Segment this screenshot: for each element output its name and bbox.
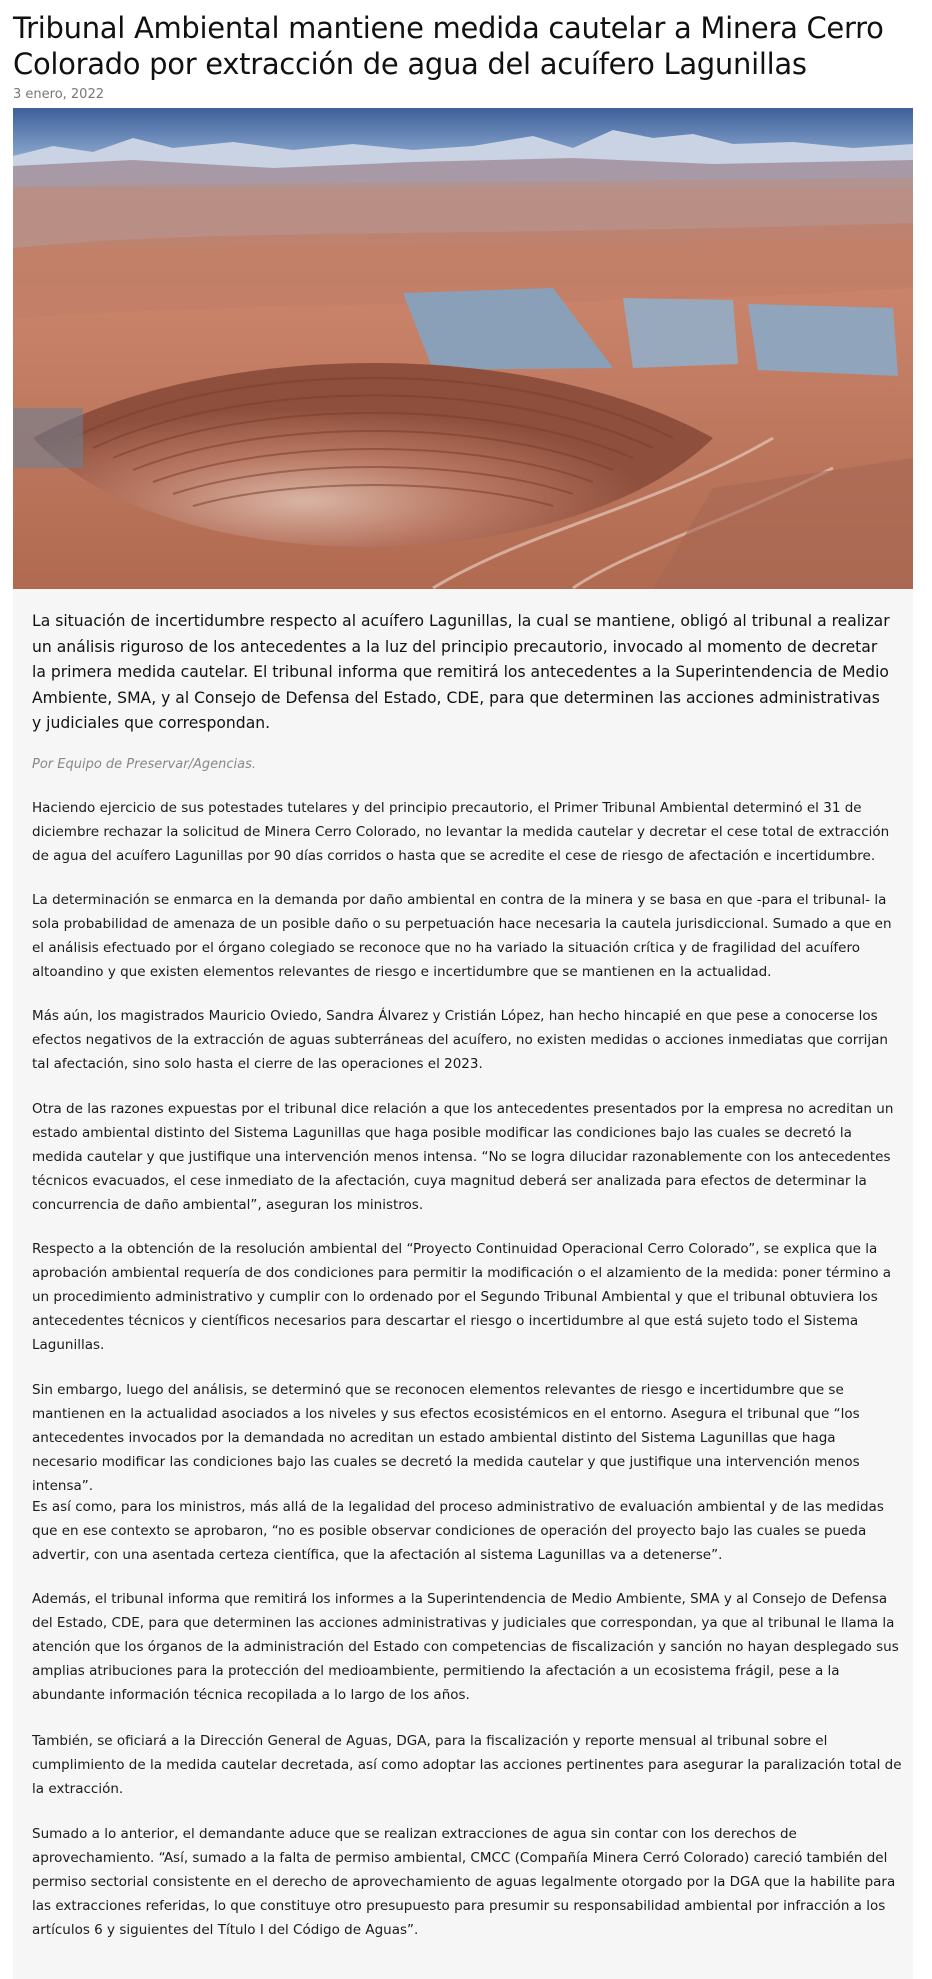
article-title: Tribunal Ambiental mantiene medida cautelar a Minera Cerro Colorado por extracción de agua del acuífero Lagunillas xyxy=(13,11,884,81)
hero-image-mine-landscape xyxy=(13,108,913,589)
article-paragraph: También, se oficiará a la Dirección General de Aguas, DGA, para la fiscalización y reporte mensual al tribunal sobre el cumplimiento de la medida cautelar decretada, así como adoptar las acciones pertinentes para asegurar la paralización total de la extracción. xyxy=(32,1733,902,1797)
article-paragraph: Otra de las razones expuestas por el tribunal dice relación a que los antecedentes presentados por la empresa no acreditan un estado ambiental distinto del Sistema Lagunillas que haga posible modificar las condiciones bajo las cuales se decretó la medida cautelar y que justifique una intervención menos intensa. “No se logra dilucidar razonablemente con los antecedentes técnicos evacuados, el cese inmediato de la afectación, cuya magnitud deberá ser analizada para efectos de determinar la concurrencia de daño ambiental”, aseguran los ministros. xyxy=(32,1101,894,1213)
article-byline: Por Equipo de Preservar/Agencias. xyxy=(32,757,257,772)
article-paragraph: Haciendo ejercicio de sus potestades tutelares y del principio precautorio, el Primer Tribunal Ambiental determinó el 31 de diciembre rechazar la solicitud de Minera Cerro Colorado, no levantar la medida cautelar y decretar el cese total de extracción de agua del acuífero Lagunillas por 90 días corridos o hasta que se acredite el cese de riesgo de afectación e incertidumbre. xyxy=(32,800,890,864)
article-paragraph: Además, el tribunal informa que remitirá los informes a la Superintendencia de Medio Ambiente, SMA y al Consejo de Defensa del Estado, CDE, para que determinen las acciones administrativas y judiciales que correspondan, ya que al tribunal le llama la atención que los órganos de la administración del Estado con competencias de fiscalización y sanción no hayan desplegado sus amplias atribuciones para la protección del medioambiente, permitiendo la afectación a un ecosistema frágil, pese a la abundante información técnica recopilada a lo largo de los años. xyxy=(32,1591,899,1703)
article-date: 3 enero, 2022 xyxy=(13,87,104,102)
article-paragraph: Sumado a lo anterior, el demandante aduce que se realizan extracciones de agua sin contar con los derechos de aprovechamiento. “Así, sumado a la falta de permiso ambiental, CMCC (Compañía Minera Cerró Colorado) careció también del permiso sectorial consistente en el derecho de aprovechamiento de aguas legalmente otorgado por la DGA que la habilite para las extracciones referidas, lo que constituye otro presupuesto para presumir su responsabilidad ambiental por infracción a los artículos 6 y siguientes del Título I del Código de Aguas”. xyxy=(32,1826,896,1938)
article-body xyxy=(13,589,913,1979)
article-paragraph: Respecto a la obtención de la resolución ambiental del “Proyecto Continuidad Operacional Cerro Colorado”, se explica que la aprobación ambiental requería de dos condiciones para permitir la modificación o el alzamiento de la medida: poner término a un procedimiento administrativo y cumplir con lo ordenado por el Segundo Tribunal Ambiental y que el tribunal obtuviera los antecedentes técnicos y científicos necesarios para descartar el riesgo o incertidumbre al que está sujeto todo el Sistema Lagunillas. xyxy=(32,1241,892,1353)
article-lead: La situación de incertidumbre respecto al acuífero Lagunillas, la cual se mantiene, obligó al tribunal a realizar un análisis riguroso de los antecedentes a la luz del principio precautorio, invocado al momento de decretar la primera medida cautelar. El tribunal informa que remitirá los antecedentes a la Superintendencia de Medio Ambiente, SMA, y al Consejo de Defensa del Estado, CDE, para que determinen las acciones administrativas y judiciales que correspondan. xyxy=(32,612,890,732)
article-paragraph: Más aún, los magistrados Mauricio Oviedo, Sandra Álvarez y Cristián López, han hecho hincapié en que pese a conocerse los efectos negativos de la extracción de aguas subterráneas del acuífero, no existen medidas o acciones inmediatas que corrijan tal afectación, sino solo hasta el cierre de las operaciones el 2023. xyxy=(32,1008,888,1072)
article-paragraph: La determinación se enmarca en la demanda por daño ambiental en contra de la minera y se basa en que -para el tribunal- la sola probabilidad de amenaza de un posible daño o su perpetuación hace necesaria la cautela jurisdiccional. Sumado a que en el análisis efectuado por el órgano colegiado se reconoce que no ha variado la situación crítica y de fragilidad del acuífero altoandino y que existen elementos relevantes de riesgo e incertidumbre que se mantienen en la actualidad. xyxy=(32,892,892,980)
article-paragraph: Sin embargo, luego del análisis, se determinó que se reconocen elementos relevantes de riesgo e incertidumbre que se mantienen en la actualidad asociados a los niveles y sus efectos ecosistémicos en el entorno. Asegura el tribunal que “los antecedentes invocados por la demandada no acreditan un estado ambiental distinto del Sistema Lagunillas que haga necesario modificar las condiciones bajo las cuales se decretó la medida cautelar y que justifique una intervención menos intensa”. xyxy=(32,1382,860,1494)
article-paragraph: Es así como, para los ministros, más allá de la legalidad del proceso administrativo de evaluación ambiental y de las medidas que en ese contexto se aprobaron, “no es posible observar condiciones de operación del proyecto bajo las cuales se pueda advertir, con una asentada certeza científica, que la afectación al sistema Lagunillas va a detenerse”. xyxy=(32,1499,884,1563)
